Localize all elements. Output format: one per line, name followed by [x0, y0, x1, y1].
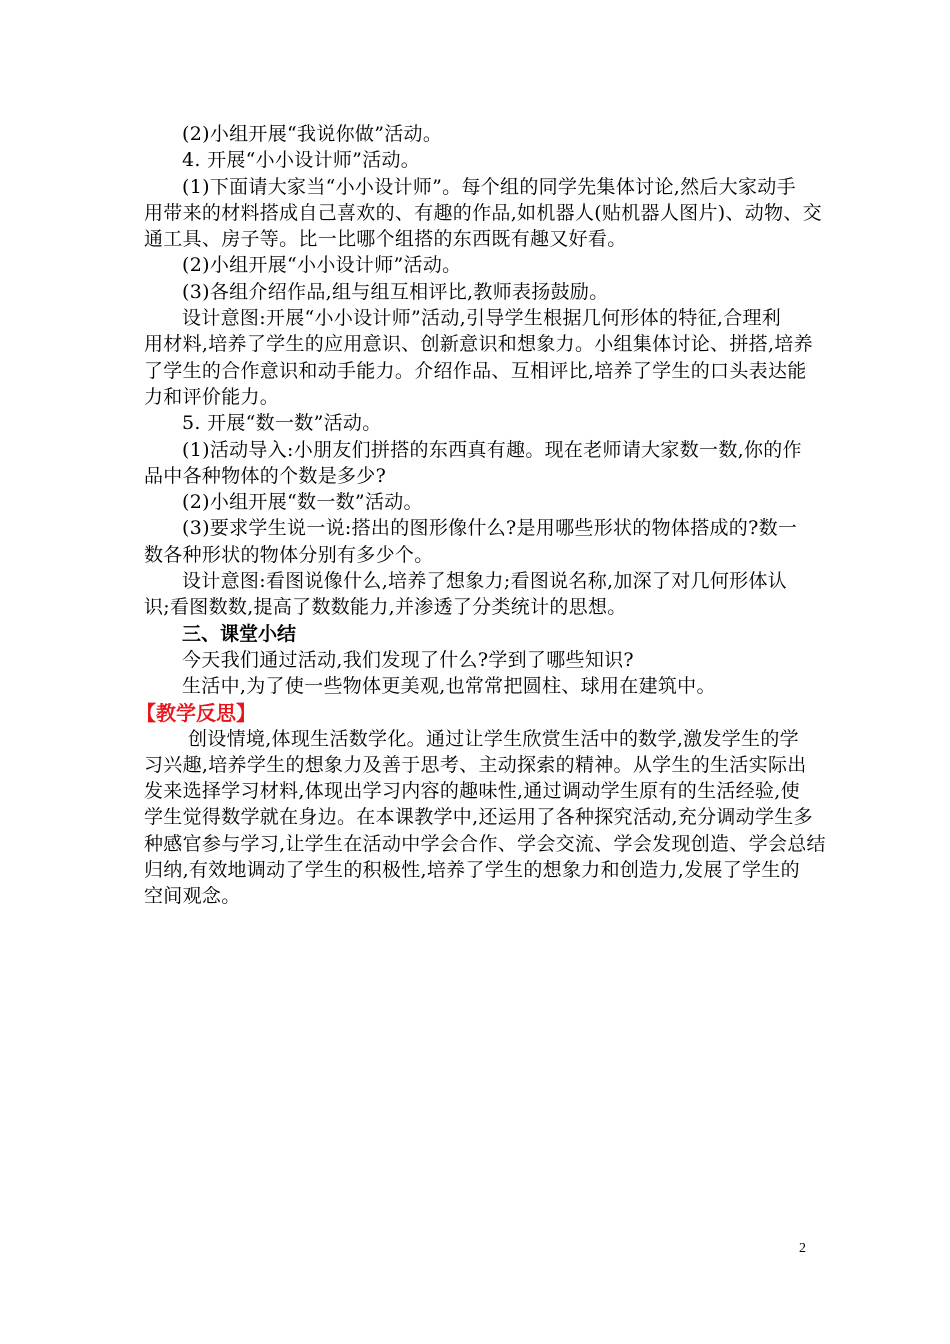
- text-line: 生活中,为了使一些物体更美观,也常常把圆柱、球用在建筑中。: [182, 675, 716, 698]
- text-line: 4. 开展“小小设计师”活动。: [182, 149, 421, 172]
- text-line: 今天我们通过活动,我们发现了什么?学到了哪些知识?: [182, 648, 634, 671]
- reflection-paragraphs: [144, 726, 826, 910]
- text-line: 用带来的材料搭成自己喜欢的、有趣的作品,如机器人(贴机器人图片)、动物、交: [144, 201, 822, 224]
- text-line: 归纳,有效地调动了学生的积极性,培养了学生的想象力和创造力,发展了学生的: [144, 859, 800, 882]
- text-line: (3)各组介绍作品,组与组互相评比,教师表扬鼓励。: [182, 280, 609, 303]
- text-line: 空间观念。: [144, 885, 241, 908]
- text-line: 数各种形状的物体分别有多少个。: [144, 543, 434, 566]
- summary-paragraphs: [144, 647, 810, 700]
- section-title-reflection: 【教学反思】: [136, 700, 256, 725]
- text-line: 了学生的合作意识和动手能力。介绍作品、互相评比,培养了学生的口头表达能: [144, 359, 807, 382]
- page-number: 2: [799, 1241, 806, 1256]
- text-line: (1)活动导入:小朋友们拼搭的东西真有趣。现在老师请大家数一数,你的作: [182, 438, 802, 461]
- text-line: 学生觉得数学就在身边。在本课教学中,还运用了各种探究活动,充分调动学生多: [144, 806, 813, 829]
- text-line: (3)要求学生说一说:搭出的图形像什么?是用哪些形状的物体搭成的?数一: [182, 517, 798, 540]
- text-line: 发来选择学习材料,体现出学习内容的趣味性,通过调动学生原有的生活经验,使: [144, 780, 800, 803]
- text-line: (2)小组开展“数一数”活动。: [182, 491, 423, 514]
- text-line: 习兴趣,培养学生的想象力及善于思考、主动探索的精神。从学生的生活实际出: [144, 753, 807, 776]
- text-line: (2)小组开展“我说你做”活动。: [182, 123, 443, 145]
- text-line: 种感官参与学习,让学生在活动中学会合作、学会交流、学会发现创造、学会总结: [144, 832, 826, 855]
- text-line: 设计意图:开展“小小设计师”活动,引导学生根据几何形体的特征,合理利: [182, 307, 782, 330]
- text-line: 识;看图数数,提高了数数能力,并渗透了分类统计的思想。: [144, 596, 627, 619]
- activity-paragraphs: [144, 121, 822, 621]
- text-line: 品中各种物体的个数是多少?: [144, 464, 387, 487]
- text-line: 设计意图:看图说像什么,培养了想象力;看图说名称,加深了对几何形体认: [182, 570, 788, 593]
- text-line: (1)下面请大家当“小小设计师”。每个组的同学先集体讨论,然后大家动手: [182, 175, 796, 198]
- text-line: 用材料,培养了学生的应用意识、创新意识和想象力。小组集体讨论、拼搭,培养: [144, 333, 813, 356]
- text-line: 通工具、房子等。比一比哪个组搭的东西既有趣又好看。: [144, 228, 627, 251]
- text-line: 创设情境,体现生活数学化。通过让学生欣赏生活中的数学,激发学生的学: [188, 727, 799, 750]
- heading-class-summary: 三、课堂小结: [182, 622, 297, 645]
- text-line: 5. 开展“数一数”活动。: [182, 412, 382, 435]
- text-line: 力和评价能力。: [144, 385, 280, 408]
- text-line: (2)小组开展“小小设计师”活动。: [182, 254, 462, 277]
- document-body: [136, 121, 826, 910]
